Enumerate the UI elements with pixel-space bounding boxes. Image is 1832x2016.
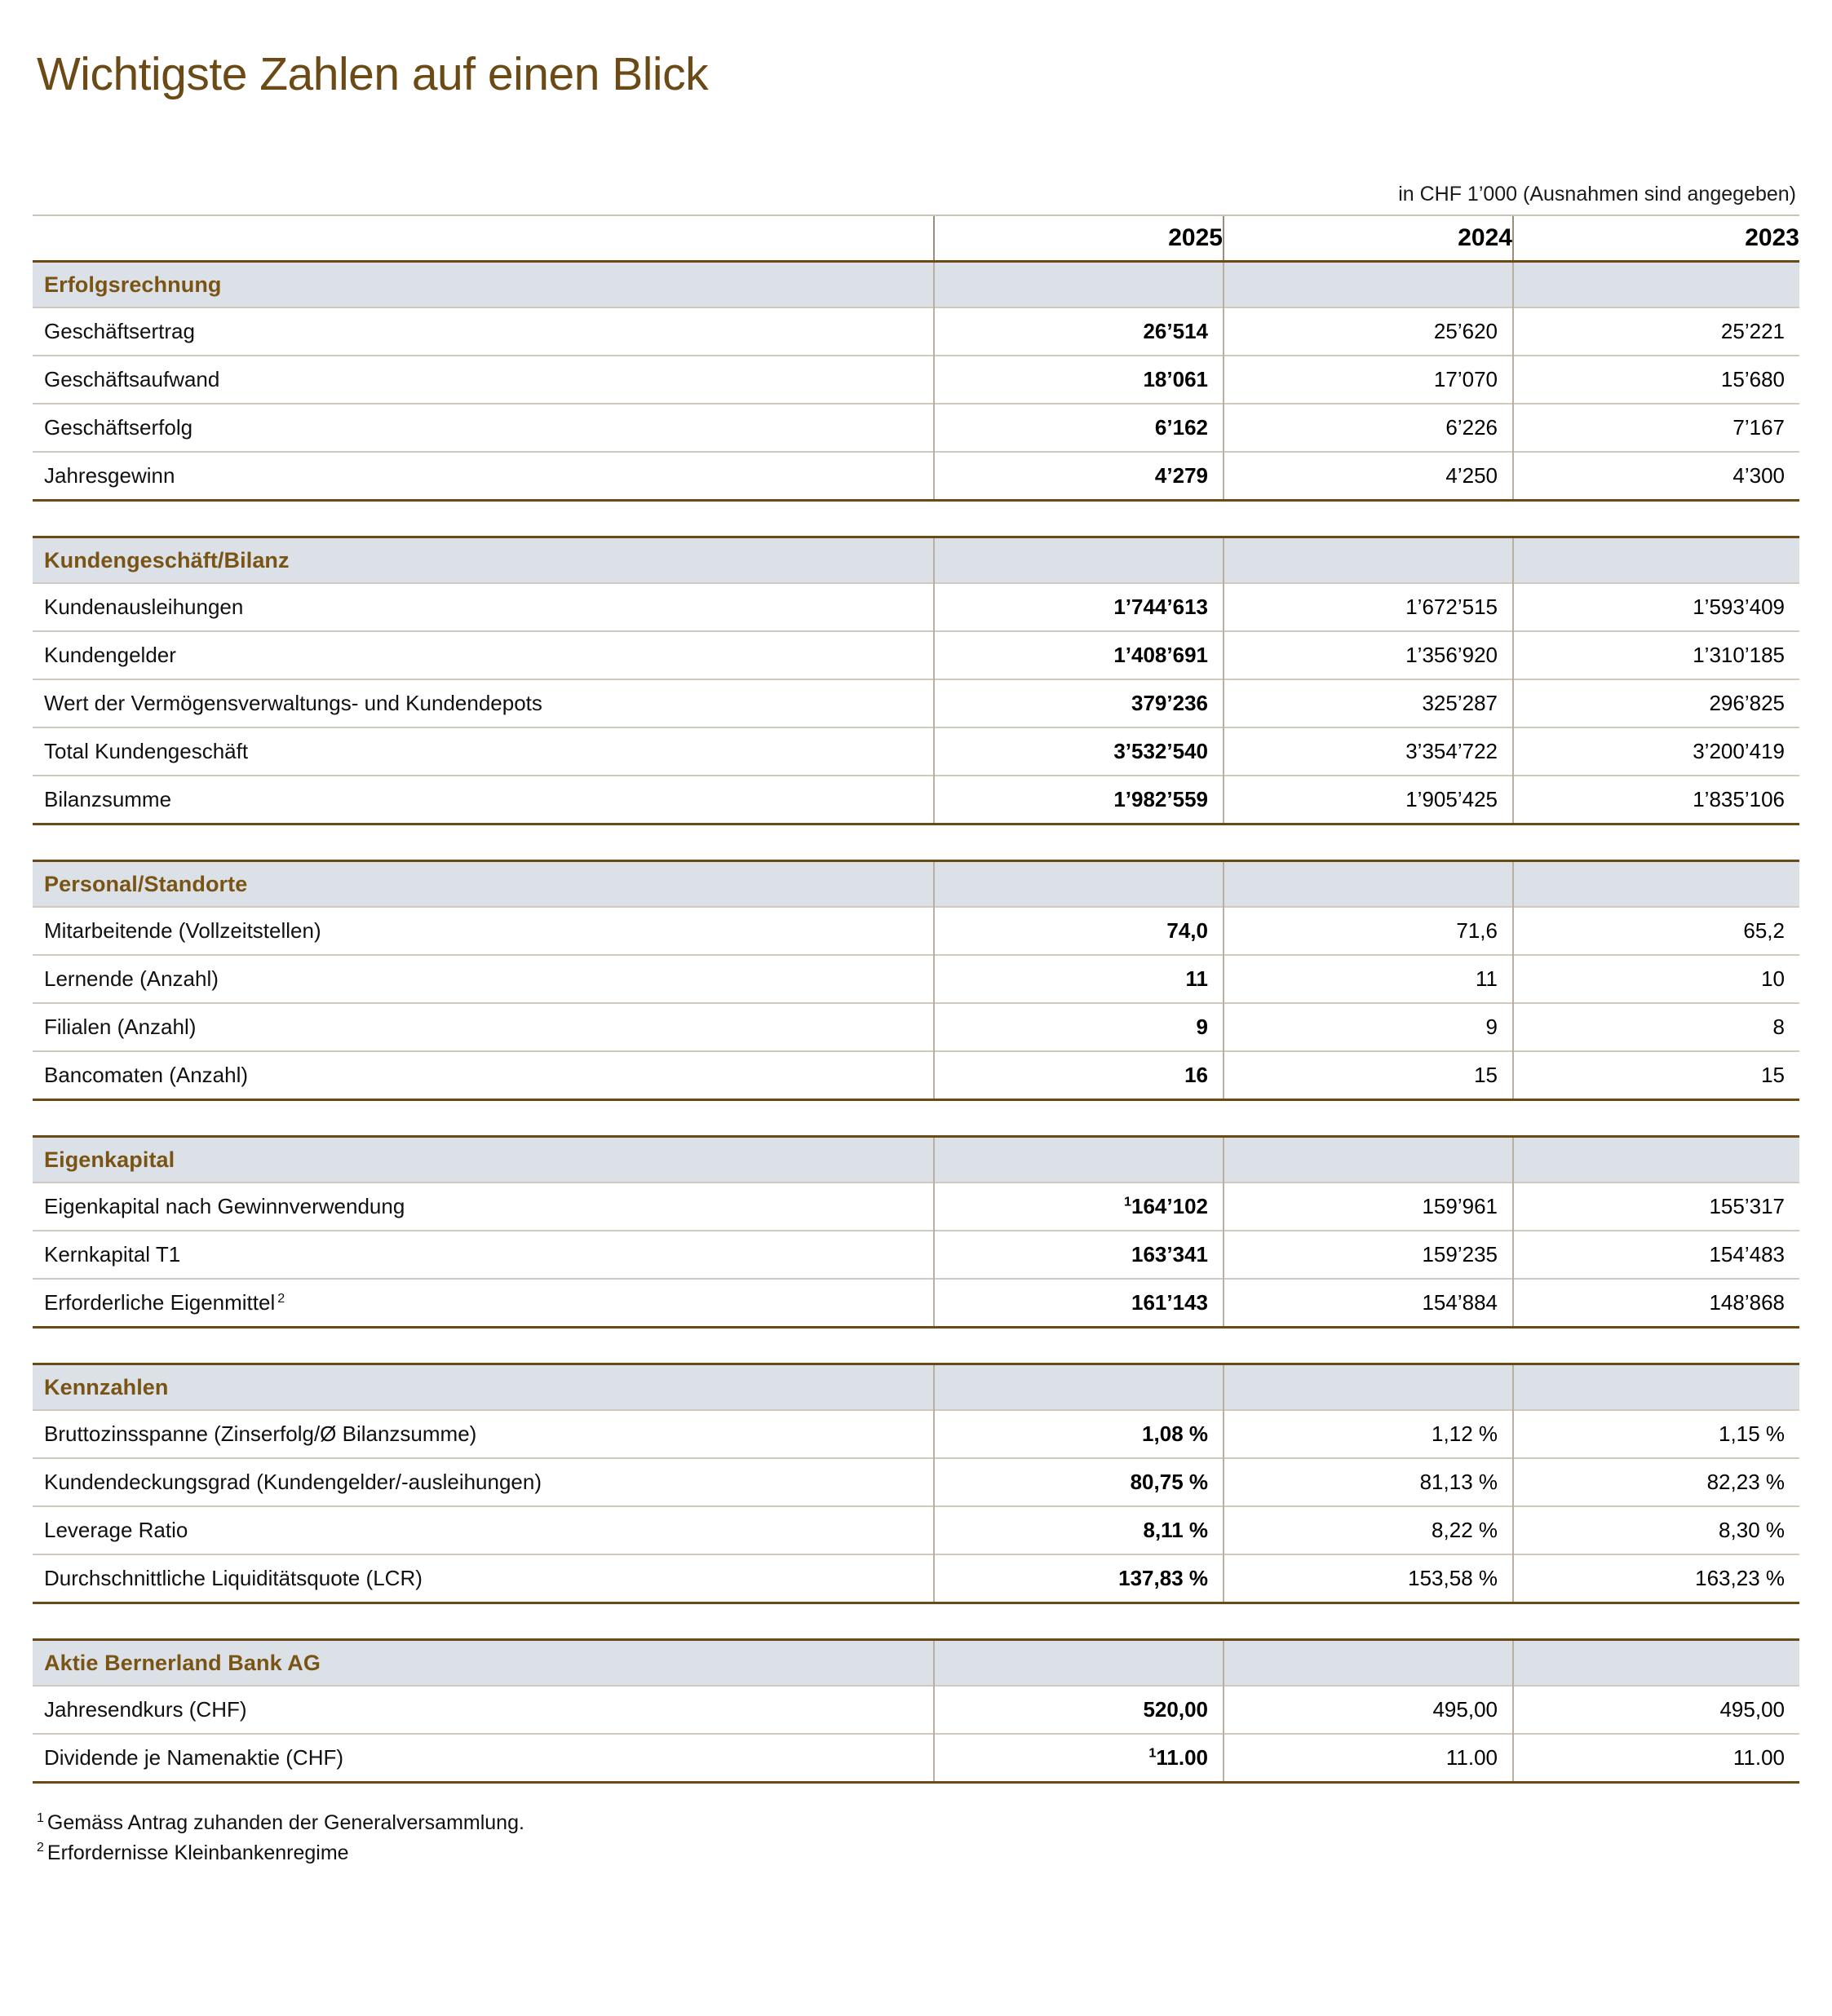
section-spacer-cell — [934, 262, 1224, 308]
cell-value: 17’070 — [1433, 367, 1498, 392]
cell-value: 1’408’691 — [1113, 643, 1208, 668]
cell-y2025 — [934, 1506, 1224, 1554]
footnote-text: Erfordernisse Kleinbankenregime — [46, 1841, 349, 1864]
cell-y2023 — [1513, 1183, 1799, 1231]
cell-value: 153,58 % — [1408, 1566, 1498, 1591]
cell-y2024 — [1224, 404, 1513, 452]
cell-y2023 — [1513, 1686, 1799, 1734]
row-label — [33, 356, 934, 404]
cell-value: 8 — [1772, 1015, 1785, 1040]
cell-value: 25’620 — [1433, 319, 1498, 344]
row-label-text: Durchschnittliche Liquiditätsquote (LCR) — [44, 1566, 423, 1591]
cell-y2023 — [1513, 679, 1799, 727]
cell-y2023 — [1513, 356, 1799, 404]
table-row — [33, 955, 1799, 1003]
section-spacer-cell — [1513, 1640, 1799, 1687]
row-label-text: Jahresgewinn — [44, 463, 175, 489]
cell-value: 25’221 — [1720, 319, 1785, 344]
row-label-text: Kundengelder — [44, 643, 176, 668]
cell-value: 15 — [1474, 1063, 1498, 1088]
cell-value: 1’982’559 — [1113, 787, 1208, 812]
section-title: Personal/Standorte — [33, 861, 934, 908]
cell-value: 26’514 — [1143, 319, 1208, 344]
section-header-row — [33, 1364, 1799, 1411]
cell-value: 10 — [1761, 966, 1785, 992]
cell-value: 4’300 — [1732, 463, 1785, 489]
cell-y2024 — [1224, 452, 1513, 501]
cell-value: 155’317 — [1709, 1194, 1785, 1219]
cell-value: 9 — [1485, 1015, 1498, 1040]
section-title: Kennzahlen — [33, 1364, 934, 1411]
cell-y2024 — [1224, 1183, 1513, 1231]
cell-y2025 — [934, 307, 1224, 356]
row-label — [33, 679, 934, 727]
table-row — [33, 907, 1799, 955]
cell-value: 11.00 — [1445, 1745, 1498, 1771]
cell-y2025 — [934, 583, 1224, 631]
cell-value: 137,83 % — [1118, 1566, 1208, 1591]
cell-y2024 — [1224, 955, 1513, 1003]
table-row — [33, 404, 1799, 452]
cell-y2025 — [934, 776, 1224, 825]
cell-value: 15 — [1761, 1063, 1785, 1088]
row-label-text: Kundenausleihungen — [44, 595, 244, 620]
section-title: Aktie Bernerland Bank AG — [33, 1640, 934, 1687]
cell-y2023 — [1513, 727, 1799, 776]
row-label-text: Bruttozinsspanne (Zinserfolg/Ø Bilanzsumme) — [44, 1421, 477, 1447]
section-header-row — [33, 1137, 1799, 1183]
cell-value: 520,00 — [1143, 1697, 1208, 1722]
table-row — [33, 679, 1799, 727]
table-row — [33, 1183, 1799, 1231]
cell-value: 4’250 — [1445, 463, 1498, 489]
cell-y2024 — [1224, 1231, 1513, 1279]
row-label-text: Jahresendkurs (CHF) — [44, 1697, 247, 1722]
row-label — [33, 404, 934, 452]
cell-value: 11.00 — [1732, 1745, 1785, 1771]
cell-value: 1’744’613 — [1113, 595, 1208, 620]
cell-value: 1’835’106 — [1693, 787, 1785, 812]
cell-value: 1’593’409 — [1693, 595, 1785, 620]
row-label — [33, 1183, 934, 1231]
cell-value: 80,75 % — [1130, 1470, 1208, 1495]
section-gap — [33, 1100, 1799, 1137]
cell-value: 6’226 — [1445, 415, 1498, 440]
cell-y2025 — [934, 907, 1224, 955]
footnote-marker: 2 — [277, 1290, 285, 1306]
cell-y2025 — [934, 727, 1224, 776]
cell-value: 7’167 — [1732, 415, 1785, 440]
cell-y2025 — [934, 1686, 1224, 1734]
row-label — [33, 1734, 934, 1783]
row-label — [33, 1506, 934, 1554]
cell-value: 6’162 — [1154, 415, 1208, 440]
row-label — [33, 631, 934, 679]
cell-value: 1’905’425 — [1405, 787, 1498, 812]
section-spacer-cell — [1513, 262, 1799, 308]
row-label — [33, 452, 934, 501]
cell-value: 163’341 — [1131, 1242, 1208, 1267]
cell-y2023 — [1513, 404, 1799, 452]
cell-y2023 — [1513, 583, 1799, 631]
cell-value: 11 — [1185, 966, 1208, 992]
section-spacer-cell — [934, 1137, 1224, 1183]
footnote-marker: 2 — [37, 1841, 44, 1855]
page-title: Wichtigste Zahlen auf einen Blick — [37, 48, 709, 101]
table-row — [33, 1051, 1799, 1100]
row-label-text: Erforderliche Eigenmittel — [44, 1290, 276, 1315]
footnote-item — [37, 1808, 1799, 1838]
cell-value: 4’279 — [1154, 463, 1208, 489]
cell-y2025 — [934, 679, 1224, 727]
footnote-text: Gemäss Antrag zuhanden der Generalversammlung. — [46, 1811, 524, 1835]
cell-y2024 — [1224, 1003, 1513, 1051]
cell-y2025 — [934, 452, 1224, 501]
cell-y2025 — [934, 1554, 1224, 1603]
cell-value: 159’235 — [1422, 1242, 1498, 1267]
row-label — [33, 1231, 934, 1279]
footnote-marker: 1 — [1148, 1745, 1157, 1761]
table-row — [33, 1458, 1799, 1506]
cell-value: 18’061 — [1143, 367, 1208, 392]
cell-y2023 — [1513, 1410, 1799, 1458]
row-label-text: Bancomaten (Anzahl) — [44, 1063, 249, 1088]
cell-value: 71,6 — [1456, 918, 1498, 944]
footnote-marker: 1 — [1124, 1194, 1132, 1209]
table-row — [33, 631, 1799, 679]
table-row — [33, 727, 1799, 776]
cell-y2025 — [934, 404, 1224, 452]
footnotes — [33, 1784, 1799, 1868]
cell-value: 1’672’515 — [1405, 595, 1498, 620]
section-spacer-cell — [1513, 1137, 1799, 1183]
table-row — [33, 583, 1799, 631]
cell-y2024 — [1224, 583, 1513, 631]
cell-y2025 — [934, 356, 1224, 404]
section-title: Eigenkapital — [33, 1137, 934, 1183]
section-spacer-cell — [934, 1640, 1224, 1687]
cell-value: 1’356’920 — [1405, 643, 1498, 668]
row-label-text: Kernkapital T1 — [44, 1242, 181, 1267]
table-header-row — [33, 215, 1799, 262]
cell-value: 495,00 — [1719, 1697, 1785, 1722]
section-header-row — [33, 1640, 1799, 1687]
row-label-text: Geschäftserfolg — [44, 415, 193, 440]
section-gap — [33, 825, 1799, 861]
row-label — [33, 1279, 934, 1328]
cell-value: 3’354’722 — [1405, 739, 1498, 764]
cell-y2023 — [1513, 1458, 1799, 1506]
section-spacer-cell — [1513, 1364, 1799, 1411]
cell-y2023 — [1513, 1734, 1799, 1783]
cell-value: 3’532’540 — [1113, 739, 1208, 764]
row-label — [33, 1410, 934, 1458]
cell-y2025 — [934, 1410, 1224, 1458]
section-spacer-cell — [934, 861, 1224, 908]
cell-y2024 — [1224, 631, 1513, 679]
cell-value: 9 — [1196, 1015, 1208, 1040]
section-spacer-cell — [1513, 861, 1799, 908]
cell-value: 82,23 % — [1706, 1470, 1785, 1495]
row-label — [33, 1003, 934, 1051]
cell-value: 15’680 — [1720, 367, 1785, 392]
table-row — [33, 1410, 1799, 1458]
cell-y2023 — [1513, 631, 1799, 679]
cell-y2024 — [1224, 776, 1513, 825]
cell-value: 1,12 % — [1432, 1421, 1498, 1447]
table-row — [33, 356, 1799, 404]
header-cell-y2025: 2025 — [934, 215, 1224, 262]
cell-y2025 — [934, 1734, 1224, 1783]
cell-value: 11 — [1476, 966, 1498, 992]
section-gap — [33, 1328, 1799, 1364]
cell-value: 74,0 — [1166, 918, 1208, 944]
table-row — [33, 1734, 1799, 1783]
cell-y2025 — [934, 1458, 1224, 1506]
row-label — [33, 727, 934, 776]
section-title: Kundengeschäft/Bilanz — [33, 537, 934, 584]
cell-value: 81,13 % — [1419, 1470, 1498, 1495]
row-label-text: Mitarbeitende (Vollzeitstellen) — [44, 918, 321, 944]
section-spacer-cell — [1224, 262, 1513, 308]
cell-y2024 — [1224, 1554, 1513, 1603]
cell-y2025 — [934, 1003, 1224, 1051]
cell-y2024 — [1224, 1410, 1513, 1458]
section-gap — [33, 1603, 1799, 1640]
row-label-text: Dividende je Namenaktie (CHF) — [44, 1745, 344, 1771]
table-row — [33, 1554, 1799, 1603]
row-label-text: Geschäftsertrag — [44, 319, 195, 344]
table-row — [33, 1279, 1799, 1328]
cell-y2024 — [1224, 1686, 1513, 1734]
row-label-text: Total Kundengeschäft — [44, 739, 249, 764]
cell-y2025 — [934, 631, 1224, 679]
section-header-row — [33, 262, 1799, 308]
cell-y2024 — [1224, 727, 1513, 776]
row-label-text: Leverage Ratio — [44, 1518, 188, 1543]
section-spacer-cell — [1224, 1137, 1513, 1183]
table-row — [33, 1231, 1799, 1279]
cell-value: 154’884 — [1422, 1290, 1498, 1315]
cell-value: 296’825 — [1709, 691, 1785, 716]
section-title: Erfolgsrechnung — [33, 262, 934, 308]
cell-y2025 — [934, 1051, 1224, 1100]
cell-value: 1,08 % — [1142, 1421, 1208, 1447]
cell-y2023 — [1513, 1231, 1799, 1279]
cell-y2024 — [1224, 1051, 1513, 1100]
table-row — [33, 1686, 1799, 1734]
cell-value: 325’287 — [1422, 691, 1498, 716]
row-label — [33, 1554, 934, 1603]
row-label-text: Bilanzsumme — [44, 787, 172, 812]
key-figures-table — [33, 214, 1799, 1784]
cell-value: 16 — [1184, 1063, 1208, 1088]
row-label — [33, 307, 934, 356]
cell-value: 8,30 % — [1719, 1518, 1785, 1543]
row-label-text: Wert der Vermögensverwaltungs- und Kundendepots — [44, 691, 542, 716]
row-label — [33, 1051, 934, 1100]
cell-value: 8,11 % — [1143, 1518, 1208, 1543]
cell-value: 148’868 — [1709, 1290, 1785, 1315]
table-row — [33, 307, 1799, 356]
figures-page — [0, 31, 1832, 2016]
cell-value: 163,23 % — [1695, 1566, 1785, 1591]
cell-value: 161’143 — [1131, 1290, 1208, 1315]
cell-y2024 — [1224, 1506, 1513, 1554]
cell-y2024 — [1224, 1279, 1513, 1328]
section-spacer-cell — [1513, 537, 1799, 584]
section-header-row — [33, 861, 1799, 908]
cell-value: 65,2 — [1743, 918, 1785, 944]
row-label — [33, 583, 934, 631]
cell-y2024 — [1224, 679, 1513, 727]
table-row — [33, 452, 1799, 501]
cell-y2023 — [1513, 1279, 1799, 1328]
section-spacer-cell — [934, 1364, 1224, 1411]
table-row — [33, 776, 1799, 825]
footnote-item — [37, 1838, 1799, 1868]
header-cell-y2023: 2023 — [1513, 215, 1799, 262]
row-label — [33, 776, 934, 825]
cell-value: 1’310’185 — [1693, 643, 1785, 668]
cell-value: 164’102 — [1131, 1194, 1208, 1219]
cell-y2023 — [1513, 1506, 1799, 1554]
row-label — [33, 955, 934, 1003]
row-label-text: Geschäftsaufwand — [44, 367, 220, 392]
row-label-text: Eigenkapital nach Gewinnverwendung — [44, 1194, 405, 1219]
row-label — [33, 1686, 934, 1734]
section-gap — [33, 501, 1799, 537]
row-label — [33, 907, 934, 955]
section-spacer-cell — [1224, 1364, 1513, 1411]
cell-y2024 — [1224, 907, 1513, 955]
cell-y2025 — [934, 1231, 1224, 1279]
cell-y2023 — [1513, 955, 1799, 1003]
row-label-text: Lernende (Anzahl) — [44, 966, 219, 992]
footnote-marker: 1 — [37, 1810, 44, 1825]
cell-y2025 — [934, 955, 1224, 1003]
section-spacer-cell — [1224, 861, 1513, 908]
cell-value: 154’483 — [1709, 1242, 1785, 1267]
row-label-text: Filialen (Anzahl) — [44, 1015, 197, 1040]
cell-value: 1,15 % — [1719, 1421, 1785, 1447]
cell-value: 159’961 — [1422, 1194, 1498, 1219]
row-label-text: Kundendeckungsgrad (Kundengelder/-ausleihungen) — [44, 1470, 542, 1495]
table-row — [33, 1506, 1799, 1554]
header-cell-y2024: 2024 — [1224, 215, 1513, 262]
cell-y2023 — [1513, 1003, 1799, 1051]
header-cell-label — [33, 215, 934, 262]
cell-y2023 — [1513, 1051, 1799, 1100]
cell-y2023 — [1513, 307, 1799, 356]
cell-y2025 — [934, 1279, 1224, 1328]
section-spacer-cell — [1224, 537, 1513, 584]
section-spacer-cell — [1224, 1640, 1513, 1687]
cell-y2023 — [1513, 907, 1799, 955]
section-header-row — [33, 537, 1799, 584]
table-row — [33, 1003, 1799, 1051]
row-label — [33, 1458, 934, 1506]
cell-y2024 — [1224, 1734, 1513, 1783]
cell-value: 3’200’419 — [1693, 739, 1785, 764]
cell-y2024 — [1224, 1458, 1513, 1506]
cell-value: 495,00 — [1432, 1697, 1498, 1722]
cell-y2023 — [1513, 452, 1799, 501]
cell-y2024 — [1224, 356, 1513, 404]
section-spacer-cell — [934, 537, 1224, 584]
cell-y2023 — [1513, 776, 1799, 825]
units-note: in CHF 1’000 (Ausnahmen sind angegeben) — [1398, 183, 1796, 206]
cell-y2023 — [1513, 1554, 1799, 1603]
cell-value: 379’236 — [1131, 691, 1208, 716]
cell-y2025 — [934, 1183, 1224, 1231]
cell-y2024 — [1224, 307, 1513, 356]
cell-value: 11.00 — [1156, 1745, 1208, 1771]
cell-value: 8,22 % — [1432, 1518, 1498, 1543]
